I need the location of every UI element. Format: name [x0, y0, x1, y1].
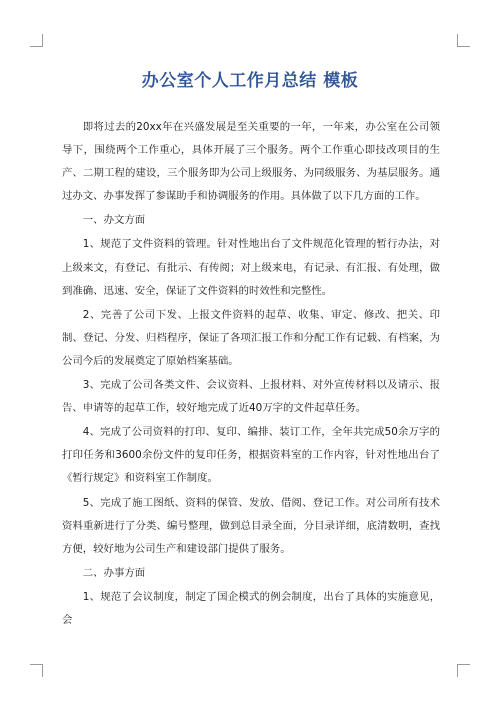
paragraph-affairs-1: 1、规范了会议制度，制定了国企模式的例会制度，出台了具体的实施意见，会 [62, 590, 440, 626]
paragraph-item-3: 3、完成了公司各类文件、会议资料、上报材料、对外宣传材料以及请示、报告、申请等的起草工作，较好地完成了近40万字的文件起草任务。 [62, 379, 440, 415]
paragraph-item-1: 1、规范了文件资料的管理。针对性地出台了文件规范化管理的暂行办法，对上级来文，有登记、有批示、有传阅；对上级来电，有记录、有汇报、有处理，做到准确、迅速、安全，保证了文件资料的时效性和完整性。 [62, 238, 440, 297]
crop-mark-bottom-left [30, 664, 43, 677]
crop-mark-bottom-right [457, 664, 470, 677]
paragraph-item-4: 4、完成了公司资料的打印、复印、编排、装订工作，全年共完成50余万字的打印任务和3600余份文件的复印任务，根据资料室的工作内容，针对性地出台了《暂行规定》和资料室工作制度。 [62, 426, 440, 485]
document-title: 办公室个人工作月总结 模板 [141, 71, 359, 91]
section-heading-affairs: 二、办事方面 [82, 566, 146, 579]
paragraph-item-5: 5、完成了施工图纸、资料的保管、发放、借阅、登记工作。对公司所有技术资料重新进行了分类、编号整理，做到总目录全面，分目录详细，底清数明，查找方便，较好地为公司生产和建设部门提供了服务。 [62, 496, 440, 555]
section-heading-document-work: 一、办文方面 [82, 214, 146, 227]
document-body [62, 116, 440, 633]
paragraph-item-2: 2、完善了公司下发、上报文件资料的起草、收集、审定、修改、把关、印制、登记、分发、归档程序，保证了各项汇报工作和分配工作有记载、有档案，为公司今后的发展奠定了原始档案基础。 [62, 308, 440, 367]
intro-paragraph: 即将过去的20xx年在兴盛发展是至关重要的一年，一年来，办公室在公司领导下，围绕两个工作重心，具体开展了三个服务。两个工作重心即技改项目的生产、二期工程的建设，三个服务即为公司上级服务、为同级服务、为基层服务。通过办文、办事发挥了参谋助手和协调服务的作用。具体做了以下几方面的工作。 [62, 121, 440, 203]
crop-mark-top-right [457, 34, 470, 47]
crop-mark-top-left [30, 34, 43, 47]
